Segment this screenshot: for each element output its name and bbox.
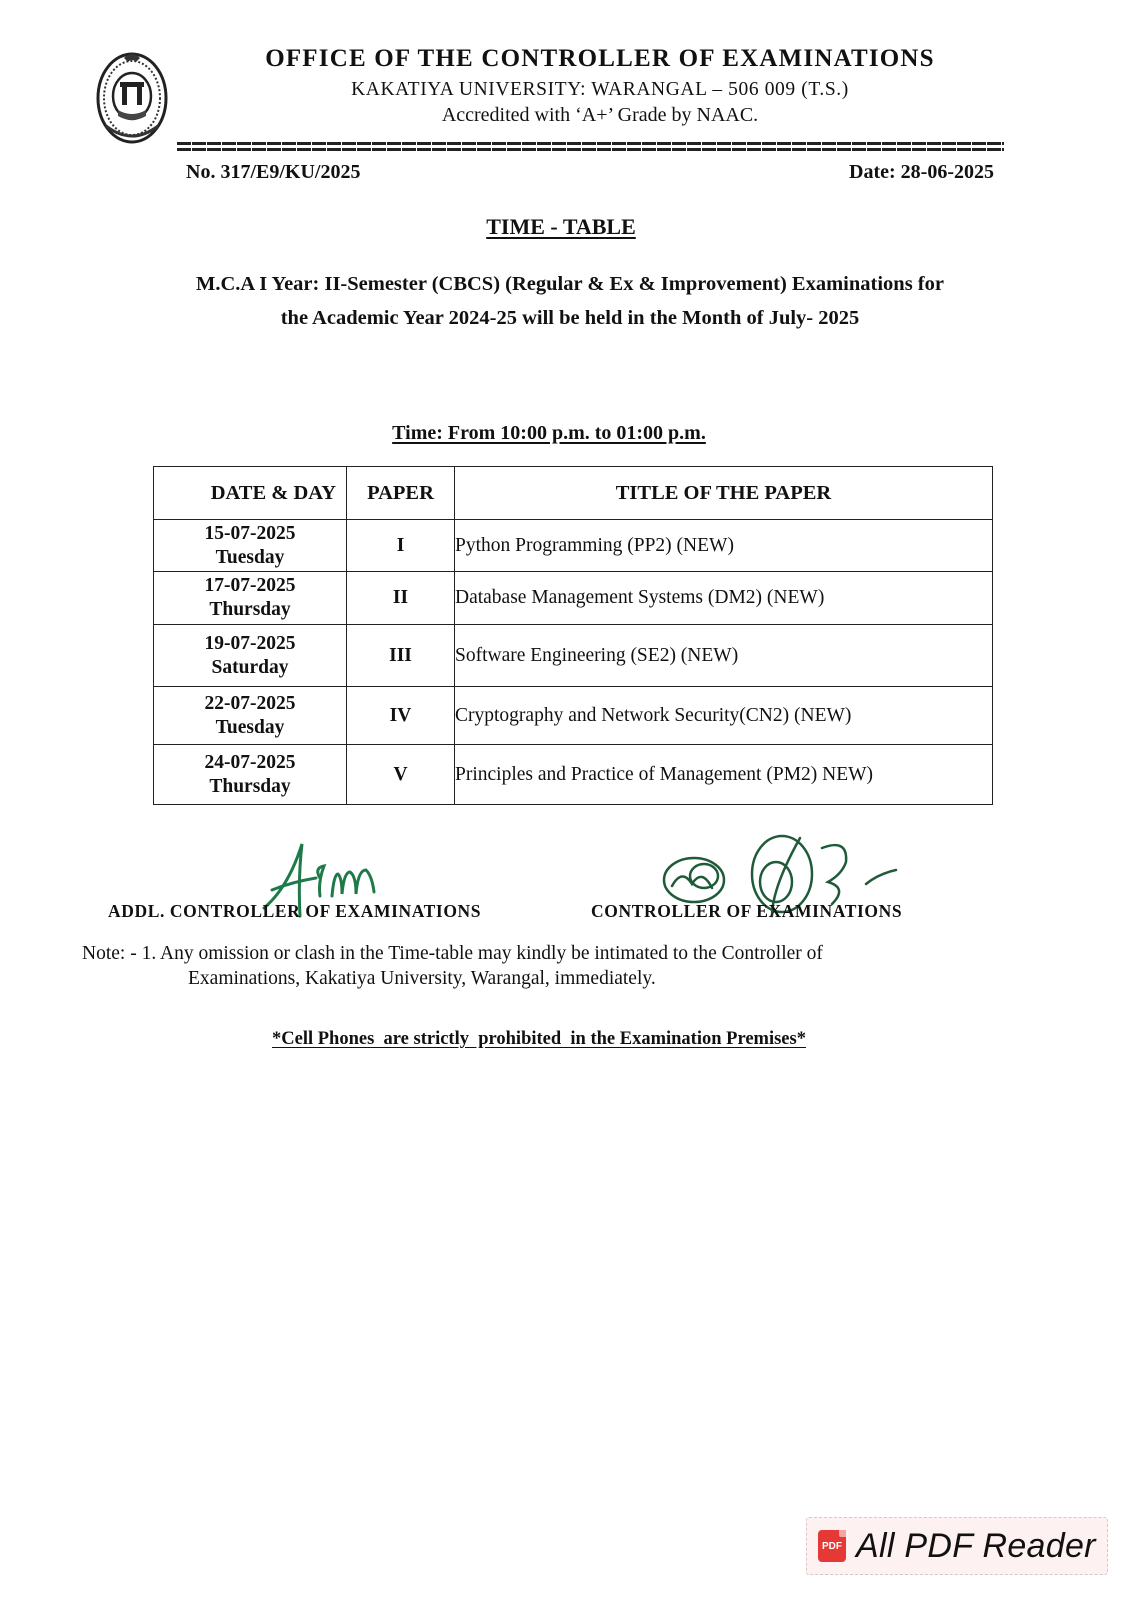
exam-day: Tuesday bbox=[215, 546, 285, 568]
paper-title: Software Engineering (SE2) (NEW) bbox=[455, 625, 993, 687]
column-header-title: TITLE OF THE PAPER bbox=[455, 467, 993, 520]
exam-time-text: Time: From 10:00 p.m. to 01:00 p.m. bbox=[392, 422, 706, 444]
university-address: KAKATIYA UNIVERSITY: WARANGAL – 506 009 (T.S.) bbox=[351, 79, 849, 100]
controller-label: CONTROLLER OF EXAMINATIONS bbox=[591, 901, 903, 921]
exam-day: Thursday bbox=[209, 775, 291, 797]
exam-time bbox=[0, 422, 1098, 445]
office-title: OFFICE OF THE CONTROLLER OF EXAMINATIONS bbox=[265, 45, 935, 72]
paper-title: Database Management Systems (DM2) (NEW) bbox=[455, 572, 993, 625]
table-row bbox=[154, 572, 993, 625]
header-divider-dashes bbox=[176, 141, 1004, 151]
pdf-file-icon bbox=[818, 1530, 846, 1562]
page-title bbox=[0, 214, 1122, 240]
exam-description-line-1: M.C.A I Year: II-Semester (CBCS) (Regular & Ex & Improvement) Examinations for bbox=[196, 273, 944, 295]
university-seal-icon bbox=[94, 46, 170, 146]
exam-date: 17-07-2025 bbox=[204, 575, 296, 596]
exam-day: Tuesday bbox=[215, 716, 285, 738]
date-day-cell bbox=[154, 572, 347, 625]
exam-date: 22-07-2025 bbox=[204, 692, 296, 714]
exam-day: Thursday bbox=[209, 599, 291, 620]
pdf-badge-label: PDF bbox=[822, 1540, 842, 1552]
date-day-cell bbox=[154, 745, 347, 805]
reference-number: No. 317/E9/KU/2025 bbox=[186, 161, 361, 183]
paper-number: IV bbox=[347, 687, 455, 745]
cell-phone-warning-text: *Cell Phones are strictly prohibited in the Examination Premises* bbox=[272, 1029, 806, 1049]
accreditation-line: Accredited with ‘A+’ Grade by NAAC. bbox=[441, 104, 759, 126]
paper-number: V bbox=[347, 745, 455, 805]
paper-number: II bbox=[347, 572, 455, 625]
column-header-paper: PAPER bbox=[347, 467, 455, 520]
exam-description-line-2: the Academic Year 2024-25 will be held in the Month of July- 2025 bbox=[280, 307, 860, 329]
column-header-date-day: DATE & DAY bbox=[154, 467, 347, 520]
date-day-cell bbox=[154, 520, 347, 572]
table-header-row bbox=[154, 467, 993, 520]
paper-title: Python Programming (PP2) (NEW) bbox=[455, 520, 993, 572]
cell-phone-warning bbox=[0, 1029, 1078, 1050]
paper-title: Principles and Practice of Management (PM2) NEW) bbox=[455, 745, 993, 805]
table-row bbox=[154, 745, 993, 805]
exam-date: 19-07-2025 bbox=[204, 632, 296, 654]
table-row bbox=[154, 687, 993, 745]
pdf-reader-watermark bbox=[806, 1517, 1108, 1575]
date-day-cell bbox=[154, 625, 347, 687]
paper-title: Cryptography and Network Security(CN2) (NEW) bbox=[455, 687, 993, 745]
paper-number: III bbox=[347, 625, 455, 687]
exam-description bbox=[150, 267, 990, 335]
exam-date: 24-07-2025 bbox=[204, 751, 296, 773]
note-line-2: Examinations, Kakatiya University, Warangal, immediately. bbox=[188, 968, 656, 989]
table-row bbox=[154, 520, 993, 572]
paper-number: I bbox=[347, 520, 455, 572]
document-date: Date: 28-06-2025 bbox=[849, 161, 994, 183]
table-row bbox=[154, 625, 993, 687]
exam-day: Saturday bbox=[211, 656, 289, 678]
addl-controller-label: ADDL. CONTROLLER OF EXAMINATIONS bbox=[108, 901, 482, 921]
timetable bbox=[153, 466, 993, 805]
note-line-1: Note: - 1. Any omission or clash in the Time-table may kindly be intimated to the Controller of bbox=[82, 943, 823, 964]
page-title-text: TIME - TABLE bbox=[486, 214, 636, 239]
date-day-cell bbox=[154, 687, 347, 745]
watermark-app-name: All PDF Reader bbox=[856, 1526, 1096, 1565]
exam-date: 15-07-2025 bbox=[204, 522, 296, 544]
